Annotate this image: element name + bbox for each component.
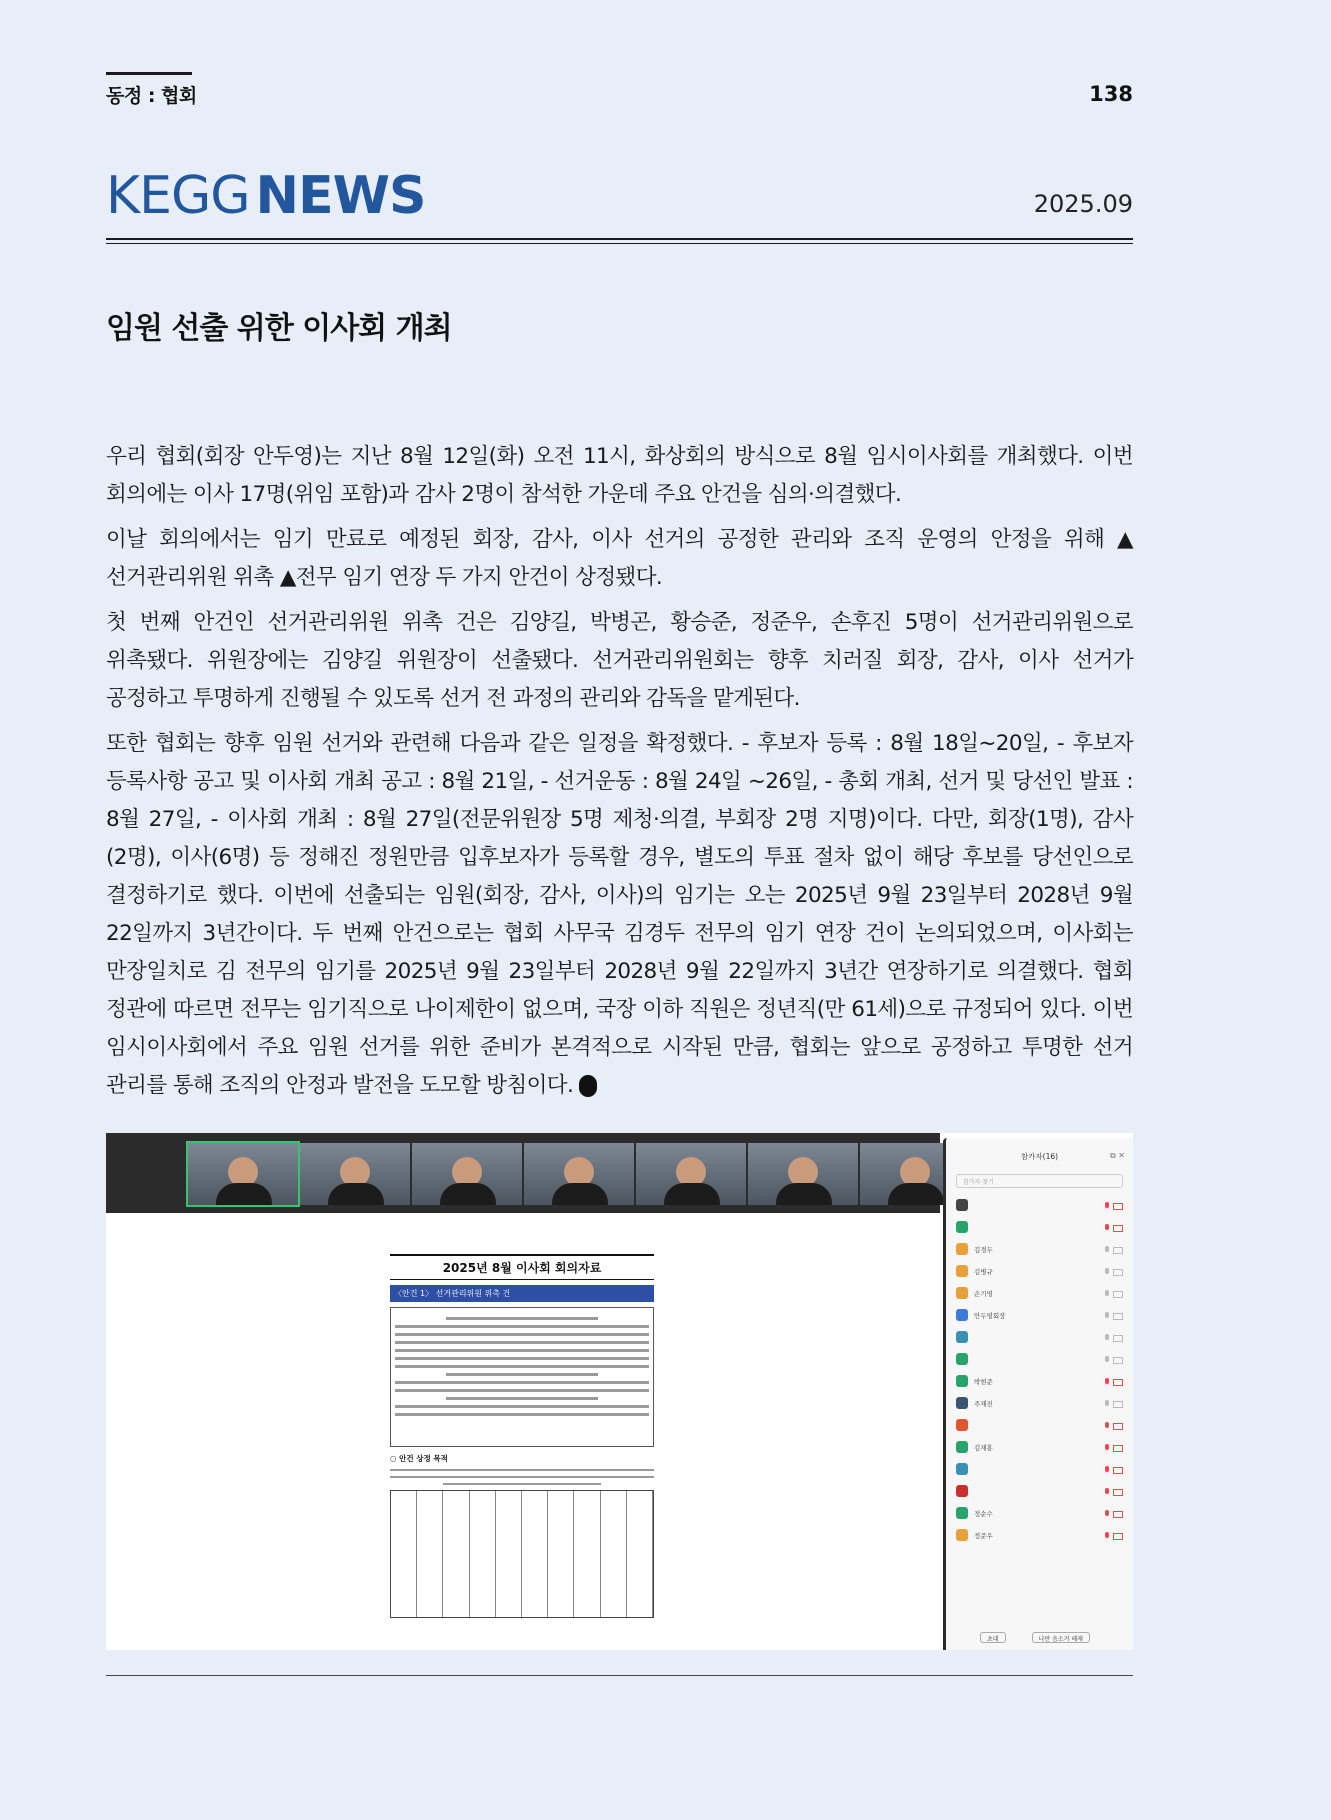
participant-row[interactable] [946,1370,1133,1392]
kegg-news-logo [106,168,425,224]
participant-row[interactable] [946,1304,1133,1326]
article-paragraph: 이날 회의에서는 임기 만료로 예정된 회장, 감사, 이사 선거의 공정한 관리와 조직 운영의 안정을 위해 ▲선거관리위원 위촉 ▲전무 임기 연장 두 가지 안건이 상정됐다. [106,527,1133,590]
muted-mic-camera-icon[interactable] [1105,1444,1123,1450]
logo-news: NEWS [255,166,426,226]
participant-list [946,1194,1133,1546]
avatar [956,1221,968,1233]
meeting-screenshot [106,1133,1133,1650]
issue-date: 2025.09 [1033,190,1133,218]
avatar [956,1265,968,1277]
muted-mic-camera-icon[interactable] [1105,1378,1123,1384]
video-tile[interactable] [524,1143,634,1205]
section-label: 동정 : 협회 [106,72,192,108]
participant-name: 김재홍 [974,1443,993,1452]
video-strip [106,1133,940,1213]
participant-row[interactable] [946,1524,1133,1546]
document-page [390,1254,654,1650]
article-title: 임원 선출 위한 이사회 개최 [106,311,452,346]
panel-footer [946,1632,1133,1650]
avatar [956,1375,968,1387]
participant-name: 안두영회장 [974,1311,1006,1320]
unmute-self-button[interactable]: 나만 음소거 해제 [1032,1632,1090,1643]
participant-row[interactable] [946,1458,1133,1480]
article-paragraph: 첫 번째 안건인 선거관리위원 위촉 건은 김양길, 박병곤, 황승준, 정준우, 손후진 5명이 선거관리위원으로 위촉됐다. 위원장에는 김양길 위원장이 선출됐다. 선거관리위원회는 향후 치러질 회장, 감사, 이사 선거가 공정하고 투명하게 진행될 수 있도록 선거 전 과정의 관리와 감독을 맡게된다. [106,610,1133,711]
muted-mic-camera-icon[interactable] [1105,1224,1123,1230]
participant-body [664,1183,720,1205]
page-number: 138 [1089,82,1133,106]
participant-name: 김병규 [974,1267,993,1276]
participant-name: 주재진 [974,1399,993,1408]
document-lines [390,1469,654,1485]
video-tile[interactable] [636,1143,746,1205]
article-paragraph: 우리 협회(회장 안두영)는 지난 8월 12일(화) 오전 11시, 화상회의 방식으로 8월 임시이사회를 개최했다. 이번 회의에는 이사 17명(위임 포함)과 감사 2명이 참석한 가운데 주요 안건을 심의·의결했다. [106,444,1133,507]
invite-button[interactable]: 초대 [980,1632,1006,1643]
mic-camera-icon[interactable] [1105,1400,1123,1406]
avatar [956,1243,968,1255]
avatar [956,1331,968,1343]
participant-row[interactable] [946,1348,1133,1370]
article-paragraph-text: 또한 협회는 향후 임원 선거와 관련해 다음과 같은 일정을 확정했다. - 후보자 등록 : 8월 18일~20일, - 후보자 등록사항 공고 및 이사회 개최 공고 : 8월 21일, - 선거운동 : 8월 24일 ~26일, - 총회 개최, 선거 및 당선인 발표 : 8월 27일, - 이사회 개최 : 8월 27일(전문위원장 5명 제청·의결, 부회장 2명 지명)이다. 다만, 회장(1명), 감사(2명), 이사(6명) 등 정해진 정원만큼 입후보자가 등록할 경우, 별도의 투표 절차 없이 해당 후보를 당선인으로 결정하기로 했다. 이번에 선출되는 임원(회장, 감사, 이사)의 임기는 오는 2025년 9월 23일부터 2028년 9월 22일까지 3년간이다. 두 번째 안건으로는 협회 사무국 김경두 전무의 임기 연장 건이 논의되었으며, 이사회는 만장일치로 김 전무의 임기를 2025년 9월 23일부터 2028년 9월 22일까지 3년간 연장하기로 의결했다. 협회 정관에 따르면 전무는 임기직으로 나이제한이 없으며, 국장 이하 직원은 정년직(만 61세)으로 규정되어 있다. 이번 임시이사회에서 주요 임원 선거를 위한 준비가 본격적으로 시작된 만큼, 협회는 앞으로 공정하고 투명한 선거 관리를 통해 조직의 안정과 발전을 도모할 방침이다. [106,731,1133,1098]
participant-row[interactable] [946,1216,1133,1238]
participant-row[interactable] [946,1392,1133,1414]
participant-name: 박현준 [974,1377,993,1386]
rules-box [390,1307,654,1447]
video-tile[interactable] [748,1143,858,1205]
mic-camera-icon[interactable] [1105,1290,1123,1296]
video-tile[interactable] [188,1143,298,1205]
participant-row[interactable] [946,1194,1133,1216]
video-tile[interactable] [412,1143,522,1205]
article-paragraph-last [106,725,1133,1105]
participants-panel [943,1138,1133,1650]
avatar [956,1419,968,1431]
video-tiles [188,1143,970,1205]
mic-camera-icon[interactable] [1105,1268,1123,1274]
participant-row[interactable] [946,1326,1133,1348]
muted-mic-camera-icon[interactable] [1105,1466,1123,1472]
mic-camera-icon[interactable] [1105,1334,1123,1340]
muted-mic-camera-icon[interactable] [1105,1510,1123,1516]
muted-mic-camera-icon[interactable] [1105,1532,1123,1538]
avatar [956,1529,968,1541]
participant-row[interactable] [946,1502,1133,1524]
participant-row[interactable] [946,1414,1133,1436]
avatar [956,1485,968,1497]
avatar [956,1507,968,1519]
video-tile[interactable] [300,1143,410,1205]
masthead [106,168,1133,240]
participant-body [440,1183,496,1205]
avatar [956,1441,968,1453]
muted-mic-camera-icon[interactable] [1105,1422,1123,1428]
participant-row[interactable] [946,1260,1133,1282]
document-section: ○ 안건 상정 목적 [390,1454,448,1463]
mic-camera-icon[interactable] [1105,1246,1123,1252]
shared-document [106,1213,940,1650]
muted-mic-camera-icon[interactable] [1105,1488,1123,1494]
participant-name: 손기영 [974,1289,993,1298]
participant-body [888,1183,944,1205]
participant-row[interactable] [946,1238,1133,1260]
avatar [956,1287,968,1299]
participant-name: 정준우 [974,1531,993,1540]
avatar [956,1463,968,1475]
avatar [956,1353,968,1365]
document-title: 2025년 8월 이사회 회의자료 [390,1254,654,1280]
participant-row[interactable] [946,1282,1133,1304]
popout-close-icon[interactable]: ⧉ ✕ [1110,1151,1125,1160]
avatar [956,1199,968,1211]
bottom-divider [106,1675,1133,1676]
participants-title: 참가자(16) [1020,1152,1059,1161]
officer-table [390,1490,654,1618]
participant-search-input[interactable]: 참가자 찾기 [956,1174,1123,1188]
participant-row[interactable] [946,1480,1133,1502]
agenda-heading: 〈안건 1〉 선거관리위원 위촉 건 [390,1285,654,1302]
mic-camera-icon[interactable] [1105,1356,1123,1362]
end-mark-icon [579,1075,597,1097]
avatar [956,1309,968,1321]
participant-body [216,1183,272,1205]
muted-mic-camera-icon[interactable] [1105,1202,1123,1208]
participant-row[interactable] [946,1436,1133,1458]
participant-body [552,1183,608,1205]
mic-camera-icon[interactable] [1105,1312,1123,1318]
logo-kegg: KEGG [106,166,250,226]
article-body [106,438,1133,1112]
participant-body [328,1183,384,1205]
avatar [956,1397,968,1409]
participant-name: 정순수 [974,1509,993,1518]
participant-body [776,1183,832,1205]
participant-name: 김경두 [974,1245,993,1254]
